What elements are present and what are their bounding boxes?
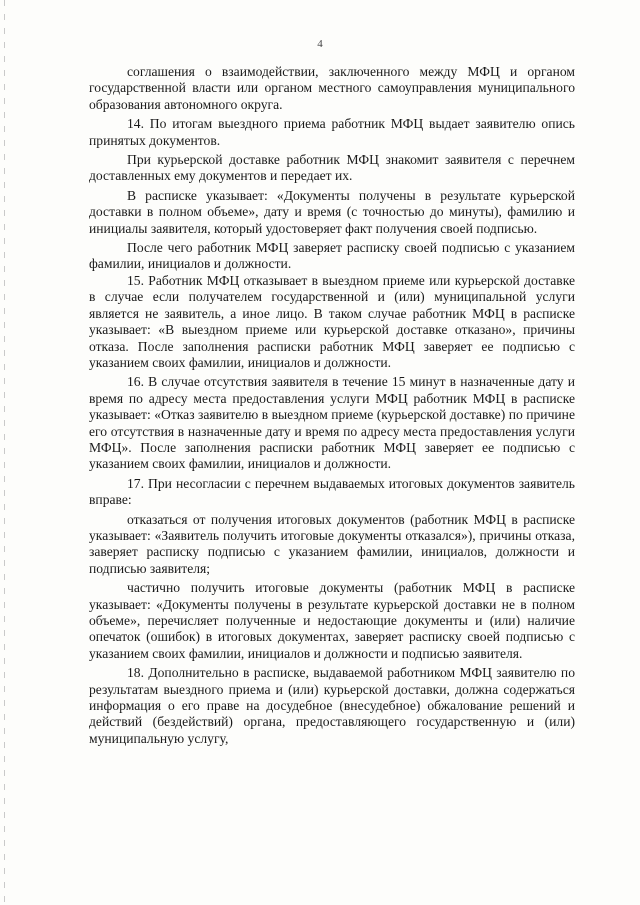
page-number: 4 [317, 38, 323, 50]
scan-edge-mark [4, 0, 5, 905]
paragraph-17: 17. При несогласии с перечнем выдаваемых итоговых документов заявитель вправе: [89, 475, 575, 508]
paragraph-certify-receipt: После чего работник МФЦ заверяет расписку своей подписью с указанием фамилии, инициалов и должности. [89, 240, 575, 272]
paragraph-17-partial: частично получить итоговые документы (работник МФЦ в расписке указывает: «Документы получены в результате курьерской доставки не в полном объеме», перечисляет полученные и недостающие документы и (или) наличие опечаток (ошибок) в итоговых документах, заверяет расписку своей подписью с указанием своих фамилии, инициалов и должности и подписью заявителя. [89, 580, 575, 661]
paragraph-courier-delivery: При курьерской доставке работник МФЦ знакомит заявителя с перечнем доставленных ему документов и передает их. [89, 152, 575, 184]
paragraph-17-refuse: отказаться от получения итоговых документов (работник МФЦ в расписке указывает: «Заявитель получить итоговые документы отказался»), причины отказа, заверяет расписку подписью с указанием фамилии, инициалов, должности и подписью заявителя; [89, 511, 575, 576]
paragraph-receipt-text: В расписке указывает: «Документы получены в результате курьерской доставки в полном объеме», дату и время (с точностью до минуты), фамилию и инициалы заявителя, который удостоверяет факт получения своей подписью. [89, 187, 575, 236]
paragraph-agreement: соглашения о взаимодействии, заключенного между МФЦ и органом государственной власти или органом местного самоуправления муниципального образования автономного округа. [89, 64, 575, 112]
paragraph-18: 18. Дополнительно в расписке, выдаваемой работником МФЦ заявителю по результатам выездного приема и (или) курьерской доставки, должна содержаться информация о его праве на досудебное (внесудебное) обжалование решений и действий (бездействий) органа, предоставляющего государственную и (или) муниципальную услугу, [89, 665, 575, 746]
paragraph-14: 14. По итогам выездного приема работник МФЦ выдает заявителю опись принятых документов. [89, 116, 575, 148]
document-body [89, 64, 575, 747]
paragraph-16: 16. В случае отсутствия заявителя в течение 15 минут в назначенные дату и время по адресу места предоставления услуги МФЦ работник МФЦ в расписке указывает: «Отказ заявителю в выездном приеме (курьерской доставке) по причине его отсутствия в назначенные дату и время по адресу места предоставления услуги МФЦ». После заполнения расписки работник МФЦ заверяет ее подписью с указанием своих фамилии, инициалов и должности. [89, 374, 575, 472]
paragraph-15: 15. Работник МФЦ отказывает в выездном приеме или курьерской доставке в случае если получателем государственной и (или) муниципальной услуги является не заявитель, а иное лицо. В таком случае работник МФЦ в расписке указывает: «В выездном приеме или курьерской доставке отказано», причины отказа. После заполнения расписки работник МФЦ заверяет ее подписью с указанием своих фамилии, инициалов и должности. [89, 272, 575, 370]
